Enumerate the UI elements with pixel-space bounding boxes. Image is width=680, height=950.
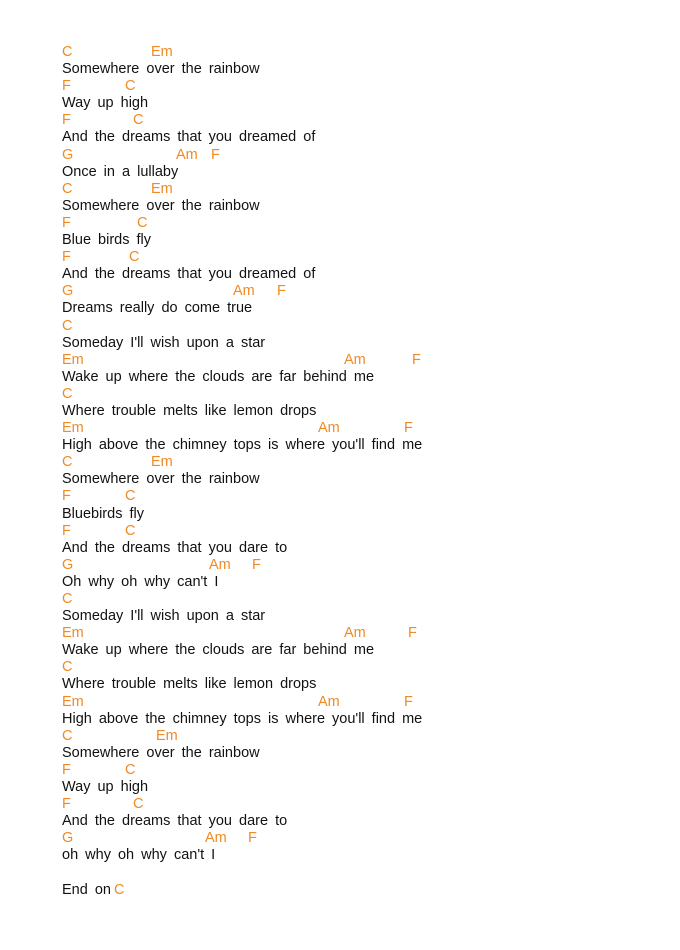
chord-line xyxy=(62,454,662,471)
chord-line xyxy=(62,78,662,95)
chord-label: C xyxy=(125,488,136,505)
chord-label: C xyxy=(137,214,148,231)
lyric-line: And the dreams that you dreamed of xyxy=(62,266,316,283)
chord-label: C xyxy=(133,796,144,813)
lyric-line: And the dreams that you dreamed of xyxy=(62,129,316,146)
chord-label: F xyxy=(248,830,257,847)
chord-label: Am xyxy=(233,283,255,300)
chord-label: C xyxy=(62,180,73,197)
chord-label: F xyxy=(62,214,71,231)
chord-label: F xyxy=(412,351,421,368)
chord-label: F xyxy=(62,522,71,539)
chord-label: G xyxy=(62,283,74,300)
chord-label: Em xyxy=(151,180,173,197)
chord-label: F xyxy=(62,488,71,505)
chord-label: Am xyxy=(344,625,366,642)
chord-label: C xyxy=(62,454,73,471)
chord-label: C xyxy=(62,44,73,60)
lyric-line: High above the chimney tops is where you'll find me xyxy=(62,710,423,727)
lyric-line: And the dreams that you dare to xyxy=(62,539,288,556)
chord-label: C xyxy=(62,659,73,676)
chord-label: F xyxy=(277,283,286,300)
lyric-line: Oh why oh why can't I xyxy=(62,573,219,590)
chord-line xyxy=(62,728,662,745)
chord-label: Am xyxy=(318,693,340,710)
chord-label: G xyxy=(62,556,74,573)
chord-label: F xyxy=(404,420,413,437)
chord-line xyxy=(62,386,662,403)
chord-label: C xyxy=(133,112,144,129)
chord-label: F xyxy=(62,249,71,266)
chord-label: C xyxy=(125,761,136,778)
chord-label: Em xyxy=(151,454,173,471)
lyric-line: Somewhere over the rainbow xyxy=(62,744,260,761)
chord-label: C xyxy=(62,317,73,334)
chord-label: F xyxy=(252,556,261,573)
lyric-line: Blue birds fly xyxy=(62,232,152,249)
lyric-line: Way up high xyxy=(62,95,149,112)
chord-line xyxy=(62,659,662,676)
chord-label: F xyxy=(62,112,71,129)
chord-label: Em xyxy=(151,44,173,60)
chord-label: C xyxy=(62,727,73,744)
chord-line xyxy=(62,318,662,335)
chord-label: Am xyxy=(318,420,340,437)
chord-label: F xyxy=(62,78,71,95)
chord-line xyxy=(62,420,662,437)
lyric-line: Somewhere over the rainbow xyxy=(62,61,260,78)
chord-line xyxy=(62,557,662,574)
chord-label: C xyxy=(129,249,140,266)
lyric-line: Way up high xyxy=(62,779,149,796)
chord-label: F xyxy=(211,146,220,163)
lyric-line: Once in a lullaby xyxy=(62,163,179,180)
chord-line xyxy=(62,523,662,540)
chord-label: G xyxy=(62,830,74,847)
lyric-line: Where trouble melts like lemon drops xyxy=(62,402,317,419)
chord-label: F xyxy=(62,761,71,778)
chord-line xyxy=(62,283,662,300)
lyric-line: High above the chimney tops is where you'll find me xyxy=(62,437,423,454)
chord-sheet xyxy=(62,44,662,899)
chord-label: C xyxy=(125,78,136,95)
chord-line xyxy=(62,591,662,608)
chord-line xyxy=(62,215,662,232)
chord-label: Em xyxy=(62,420,84,437)
ending-chord: C xyxy=(113,881,125,898)
lyric-line: Bluebirds fly xyxy=(62,505,144,522)
chord-label: Em xyxy=(62,693,84,710)
chord-line xyxy=(62,249,662,266)
chord-label: F xyxy=(404,693,413,710)
chord-line xyxy=(62,44,662,61)
chord-label: C xyxy=(62,385,73,402)
chord-line xyxy=(62,625,662,642)
chord-label: G xyxy=(62,146,74,163)
lyric-line: Somewhere over the rainbow xyxy=(62,197,260,214)
chord-line xyxy=(62,830,662,847)
song-lines xyxy=(62,44,662,882)
chord-line xyxy=(62,352,662,369)
chord-line xyxy=(62,147,662,164)
chord-line xyxy=(62,181,662,198)
blank-line xyxy=(62,865,662,882)
lyric-line: Wake up where the clouds are far behind me xyxy=(62,642,375,659)
lyric-line: Somewhere over the rainbow xyxy=(62,471,260,488)
ending-text: End on xyxy=(62,881,111,898)
chord-label: Am xyxy=(209,556,231,573)
chord-label: Em xyxy=(62,351,84,368)
chord-label: Am xyxy=(176,146,198,163)
lyric-line: And the dreams that you dare to xyxy=(62,813,288,830)
chord-label: F xyxy=(62,796,71,813)
lyric-line: Where trouble melts like lemon drops xyxy=(62,676,317,693)
chord-label: Em xyxy=(62,625,84,642)
chord-line xyxy=(62,112,662,129)
lyric-line: Dreams really do come true xyxy=(62,300,253,317)
chord-line xyxy=(62,796,662,813)
lyric-line: Wake up where the clouds are far behind me xyxy=(62,368,375,385)
chord-label: C xyxy=(125,522,136,539)
chord-line xyxy=(62,488,662,505)
ending-line xyxy=(62,882,662,899)
chord-label: Am xyxy=(205,830,227,847)
chord-label: Em xyxy=(156,727,178,744)
lyric-line: oh why oh why can't I xyxy=(62,847,216,864)
lyric-line: Someday I'll wish upon a star xyxy=(62,334,266,351)
chord-line xyxy=(62,762,662,779)
chord-label: Am xyxy=(344,351,366,368)
chord-label: F xyxy=(408,625,417,642)
lyric-line: Someday I'll wish upon a star xyxy=(62,608,266,625)
chord-line xyxy=(62,694,662,711)
chord-label: C xyxy=(62,591,73,607)
